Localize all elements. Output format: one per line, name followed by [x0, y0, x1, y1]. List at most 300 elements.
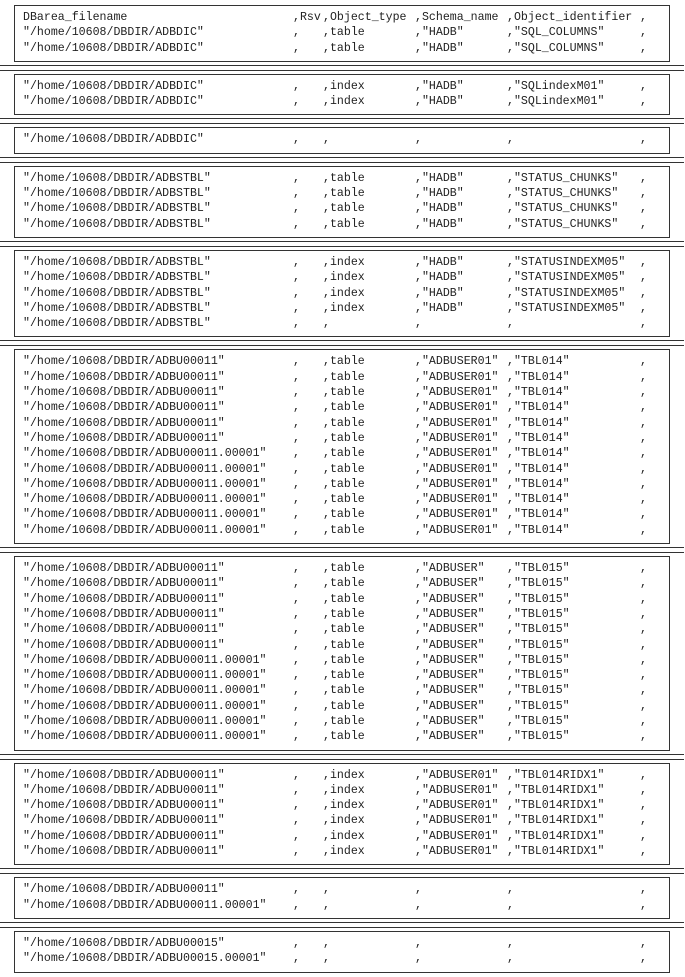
cell-rsv: , [293, 714, 300, 728]
cell-type: ,index [323, 845, 365, 859]
cell-type: ,table [323, 577, 365, 591]
cell-file: "/home/10608/DBDIR/ADBU00011" [23, 607, 225, 621]
cell-end: , [640, 936, 647, 950]
cell-schema: ,"HADB" [415, 26, 464, 40]
cell-schema: ,"ADBUSER01" [415, 386, 499, 400]
cell-type: , [323, 936, 330, 950]
cell-rsv: , [293, 883, 300, 897]
record-block [14, 763, 670, 866]
cell-end: , [640, 845, 647, 859]
cell-schema: , [415, 936, 422, 950]
cell-file: "/home/10608/DBDIR/ADBU00011.00001" [23, 508, 267, 522]
data-row [15, 354, 669, 369]
cell-rsv: , [293, 845, 300, 859]
data-row [15, 798, 669, 813]
cell-type: ,table [323, 187, 365, 201]
cell-rsv: , [293, 523, 300, 537]
cell-end: , [640, 79, 647, 93]
cell-schema: ,"ADBUSER01" [415, 370, 499, 384]
cell-schema: ,"ADBUSER01" [415, 401, 499, 415]
cell-rsv: , [293, 669, 300, 683]
data-row [15, 79, 669, 94]
cell-type: , [323, 952, 330, 966]
cell-schema: ,"HADB" [415, 286, 464, 300]
cell-type: ,table [323, 431, 365, 445]
data-row [15, 492, 669, 507]
cell-ident: ,"TBL014" [507, 416, 570, 430]
record-block [14, 127, 670, 153]
cell-rsv: ,Rsv [293, 11, 321, 24]
cell-ident: ,"TBL014RIDX1" [507, 845, 605, 859]
cell-ident: ,"STATUS_CHUNKS" [507, 217, 619, 231]
cell-type: ,table [323, 202, 365, 216]
cell-schema: ,Schema_name [415, 11, 499, 24]
cell-type: ,index [323, 768, 365, 782]
cell-end: , [640, 829, 647, 843]
record-block [14, 556, 670, 751]
cell-schema: ,"HADB" [415, 41, 464, 55]
cell-schema: ,"ADBUSER01" [415, 508, 499, 522]
cell-end: , [640, 799, 647, 813]
cell-end: , [640, 171, 647, 185]
cell-end: , [640, 477, 647, 491]
cell-file: "/home/10608/DBDIR/ADBU00011" [23, 370, 225, 384]
cell-type: ,table [323, 623, 365, 637]
cell-rsv: , [293, 623, 300, 637]
cell-ident: ,"TBL014" [507, 386, 570, 400]
cell-end: , [640, 952, 647, 966]
cell-rsv: , [293, 386, 300, 400]
cell-ident: , [507, 883, 514, 897]
cell-ident: , [507, 952, 514, 966]
cell-end: , [640, 462, 647, 476]
cell-end: , [640, 623, 647, 637]
cell-end: , [640, 95, 647, 109]
cell-ident: , [507, 133, 514, 147]
cell-type: , [323, 898, 330, 912]
record-block [14, 931, 670, 973]
cell-schema: ,"HADB" [415, 217, 464, 231]
cell-ident: ,"TBL015" [507, 562, 570, 576]
cell-file: "/home/10608/DBDIR/ADBU00015.00001" [23, 952, 267, 966]
cell-type: ,table [323, 638, 365, 652]
cell-schema: ,"ADBUSER" [415, 607, 485, 621]
cell-rsv: , [293, 607, 300, 621]
cell-rsv: , [293, 26, 300, 40]
cell-file: "/home/10608/DBDIR/ADBU00011.00001" [23, 653, 267, 667]
cell-file: "/home/10608/DBDIR/ADBSTBL" [23, 317, 211, 331]
data-row [15, 936, 669, 951]
data-row [15, 523, 669, 538]
cell-end: , [640, 653, 647, 667]
data-row [15, 829, 669, 844]
cell-ident: ,"TBL014" [507, 355, 570, 369]
cell-file: "/home/10608/DBDIR/ADBU00011" [23, 431, 225, 445]
cell-rsv: , [293, 271, 300, 285]
cell-ident: ,"TBL014" [507, 447, 570, 461]
cell-schema: ,"ADBUSER" [415, 684, 485, 698]
cell-end: , [640, 562, 647, 576]
cell-type: ,table [323, 26, 365, 40]
cell-type: ,table [323, 730, 365, 744]
cell-file: "/home/10608/DBDIR/ADBU00011" [23, 883, 225, 897]
cell-type: ,table [323, 355, 365, 369]
cell-end: , [640, 447, 647, 461]
cell-ident: ,Object_identifier [507, 11, 633, 24]
record-block [14, 5, 670, 62]
record-block [14, 250, 670, 337]
cell-rsv: , [293, 171, 300, 185]
data-row [15, 186, 669, 201]
cell-file: "/home/10608/DBDIR/ADBSTBL" [23, 217, 211, 231]
data-row [15, 286, 669, 301]
cell-file: "/home/10608/DBDIR/ADBU00011.00001" [23, 447, 267, 461]
cell-file: "/home/10608/DBDIR/ADBU00011" [23, 845, 225, 859]
data-row [15, 94, 669, 109]
cell-rsv: , [293, 799, 300, 813]
cell-rsv: , [293, 447, 300, 461]
cell-rsv: , [293, 898, 300, 912]
data-row [15, 622, 669, 637]
cell-end: , [640, 26, 647, 40]
data-row [15, 607, 669, 622]
cell-schema: ,"ADBUSER01" [415, 447, 499, 461]
cell-file: "/home/10608/DBDIR/ADBU00011" [23, 799, 225, 813]
cell-rsv: , [293, 562, 300, 576]
cell-rsv: , [293, 829, 300, 843]
cell-ident: ,"STATUS_CHUNKS" [507, 202, 619, 216]
cell-end: , [640, 431, 647, 445]
cell-ident: ,"TBL014" [507, 523, 570, 537]
cell-ident: ,"TBL014" [507, 462, 570, 476]
cell-file: "/home/10608/DBDIR/ADBU00011" [23, 562, 225, 576]
cell-ident: ,"STATUSINDEXM05" [507, 255, 626, 269]
cell-schema: , [415, 133, 422, 147]
cell-schema: ,"HADB" [415, 202, 464, 216]
cell-type: ,table [323, 714, 365, 728]
cell-end: , [640, 355, 647, 369]
cell-ident: , [507, 936, 514, 950]
data-row [15, 41, 669, 56]
cell-schema: , [415, 317, 422, 331]
data-row [15, 370, 669, 385]
cell-type: ,table [323, 607, 365, 621]
cell-ident: ,"STATUSINDEXM05" [507, 301, 626, 315]
cell-type: ,table [323, 684, 365, 698]
data-row [15, 951, 669, 966]
cell-file: "/home/10608/DBDIR/ADBU00011" [23, 577, 225, 591]
cell-file: "/home/10608/DBDIR/ADBDIC" [23, 79, 204, 93]
data-row [15, 385, 669, 400]
cell-ident: ,"TBL015" [507, 730, 570, 744]
cell-schema: ,"ADBUSER01" [415, 493, 499, 507]
cell-rsv: , [293, 355, 300, 369]
cell-end: , [640, 898, 647, 912]
cell-ident: ,"TBL015" [507, 592, 570, 606]
cell-rsv: , [293, 936, 300, 950]
cell-type: ,table [323, 401, 365, 415]
cell-rsv: , [293, 768, 300, 782]
cell-ident: ,"TBL015" [507, 653, 570, 667]
cell-file: "/home/10608/DBDIR/ADBU00011.00001" [23, 699, 267, 713]
cell-rsv: , [293, 638, 300, 652]
cell-ident: ,"TBL015" [507, 669, 570, 683]
record-block [14, 166, 670, 238]
cell-file: "/home/10608/DBDIR/ADBDIC" [23, 41, 204, 55]
cell-ident: ,"STATUSINDEXM05" [507, 286, 626, 300]
cell-file: "/home/10608/DBDIR/ADBSTBL" [23, 171, 211, 185]
cell-file: "/home/10608/DBDIR/ADBDIC" [23, 133, 204, 147]
data-row [15, 270, 669, 285]
cell-type: ,table [323, 669, 365, 683]
cell-schema: ,"HADB" [415, 301, 464, 315]
cell-end: , [640, 187, 647, 201]
dbarea-listing [14, 5, 670, 973]
cell-schema: ,"HADB" [415, 255, 464, 269]
data-row [15, 668, 669, 683]
cell-schema: ,"ADBUSER01" [415, 523, 499, 537]
cell-ident: ,"TBL015" [507, 623, 570, 637]
record-block [14, 349, 670, 544]
cell-rsv: , [293, 699, 300, 713]
cell-type: ,table [323, 508, 365, 522]
header-row [15, 10, 669, 25]
cell-type: ,index [323, 301, 365, 315]
cell-file: "/home/10608/DBDIR/ADBSTBL" [23, 255, 211, 269]
cell-end: , [640, 401, 647, 415]
cell-ident: ,"SQLindexM01" [507, 79, 605, 93]
data-row [15, 844, 669, 859]
cell-end: , [640, 317, 647, 331]
cell-type: , [323, 883, 330, 897]
cell-file: "/home/10608/DBDIR/ADBU00011" [23, 623, 225, 637]
cell-end: , [640, 41, 647, 55]
data-row [15, 400, 669, 415]
cell-rsv: , [293, 493, 300, 507]
cell-type: ,index [323, 95, 365, 109]
cell-type: ,table [323, 493, 365, 507]
data-row [15, 783, 669, 798]
cell-end: , [640, 133, 647, 147]
cell-rsv: , [293, 255, 300, 269]
cell-type: , [323, 317, 330, 331]
cell-schema: ,"HADB" [415, 187, 464, 201]
cell-ident: ,"TBL014RIDX1" [507, 829, 605, 843]
cell-type: ,table [323, 41, 365, 55]
cell-file: "/home/10608/DBDIR/ADBU00011" [23, 592, 225, 606]
cell-end: , [640, 202, 647, 216]
cell-file: "/home/10608/DBDIR/ADBU00011.00001" [23, 493, 267, 507]
cell-schema: , [415, 883, 422, 897]
cell-ident: ,"TBL014" [507, 493, 570, 507]
cell-type: ,index [323, 783, 365, 797]
cell-type: ,table [323, 653, 365, 667]
cell-end: , [640, 271, 647, 285]
cell-end: , [640, 386, 647, 400]
cell-type: ,table [323, 592, 365, 606]
cell-end: , [640, 669, 647, 683]
cell-rsv: , [293, 133, 300, 147]
data-row [15, 446, 669, 461]
cell-type: ,table [323, 477, 365, 491]
cell-type: ,table [323, 416, 365, 430]
cell-schema: ,"ADBUSER" [415, 669, 485, 683]
data-row [15, 416, 669, 431]
cell-file: "/home/10608/DBDIR/ADBU00011" [23, 814, 225, 828]
cell-ident: ,"STATUSINDEXM05" [507, 271, 626, 285]
cell-end: , [640, 577, 647, 591]
cell-schema: ,"ADBUSER" [415, 638, 485, 652]
cell-type: ,table [323, 370, 365, 384]
cell-type: ,table [323, 562, 365, 576]
cell-type: ,index [323, 799, 365, 813]
cell-schema: ,"ADBUSER01" [415, 477, 499, 491]
cell-end: , [640, 370, 647, 384]
cell-schema: ,"ADBUSER01" [415, 768, 499, 782]
cell-file: "/home/10608/DBDIR/ADBU00015" [23, 936, 225, 950]
cell-file: "/home/10608/DBDIR/ADBU00011" [23, 401, 225, 415]
cell-type: ,index [323, 829, 365, 843]
cell-rsv: , [293, 653, 300, 667]
cell-file: "/home/10608/DBDIR/ADBU00011" [23, 768, 225, 782]
cell-rsv: , [293, 814, 300, 828]
cell-end: , [640, 301, 647, 315]
cell-ident: ,"TBL015" [507, 714, 570, 728]
data-row [15, 882, 669, 897]
data-row [15, 171, 669, 186]
cell-ident: ,"TBL014" [507, 508, 570, 522]
cell-rsv: , [293, 783, 300, 797]
cell-rsv: , [293, 416, 300, 430]
cell-rsv: , [293, 301, 300, 315]
cell-rsv: , [293, 217, 300, 231]
cell-end: , [640, 783, 647, 797]
cell-rsv: , [293, 370, 300, 384]
cell-file: "/home/10608/DBDIR/ADBU00011" [23, 355, 225, 369]
cell-ident: ,"STATUS_CHUNKS" [507, 187, 619, 201]
cell-schema: ,"ADBUSER01" [415, 431, 499, 445]
cell-end: , [640, 814, 647, 828]
cell-schema: ,"ADBUSER01" [415, 829, 499, 843]
cell-schema: ,"ADBUSER" [415, 714, 485, 728]
cell-type: ,table [323, 386, 365, 400]
data-row [15, 561, 669, 576]
cell-schema: ,"HADB" [415, 95, 464, 109]
cell-schema: ,"ADBUSER" [415, 699, 485, 713]
cell-schema: ,"HADB" [415, 171, 464, 185]
cell-end: , [640, 684, 647, 698]
cell-file: "/home/10608/DBDIR/ADBSTBL" [23, 271, 211, 285]
data-row [15, 132, 669, 147]
cell-end: , [640, 286, 647, 300]
cell-type: ,index [323, 79, 365, 93]
cell-schema: ,"ADBUSER01" [415, 462, 499, 476]
cell-ident: ,"TBL015" [507, 684, 570, 698]
cell-end: , [640, 768, 647, 782]
cell-file: "/home/10608/DBDIR/ADBSTBL" [23, 301, 211, 315]
cell-end: , [640, 730, 647, 744]
cell-ident: ,"TBL014" [507, 401, 570, 415]
cell-file: "/home/10608/DBDIR/ADBU00011" [23, 386, 225, 400]
cell-file: "/home/10608/DBDIR/ADBU00011.00001" [23, 714, 267, 728]
cell-ident: ,"SQL_COLUMNS" [507, 41, 605, 55]
cell-type: ,index [323, 255, 365, 269]
cell-type: ,Object_type [323, 11, 407, 24]
cell-file: "/home/10608/DBDIR/ADBU00011.00001" [23, 669, 267, 683]
cell-type: , [323, 133, 330, 147]
cell-schema: ,"ADBUSER01" [415, 783, 499, 797]
cell-end: , [640, 416, 647, 430]
cell-ident: ,"TBL014RIDX1" [507, 814, 605, 828]
cell-schema: , [415, 898, 422, 912]
record-block [14, 877, 670, 919]
cell-rsv: , [293, 477, 300, 491]
cell-ident: , [507, 317, 514, 331]
data-row [15, 255, 669, 270]
cell-file: "/home/10608/DBDIR/ADBSTBL" [23, 187, 211, 201]
cell-ident: ,"TBL014" [507, 431, 570, 445]
data-row [15, 898, 669, 913]
cell-rsv: , [293, 577, 300, 591]
data-row [15, 316, 669, 331]
cell-file: "/home/10608/DBDIR/ADBSTBL" [23, 202, 211, 216]
cell-type: ,table [323, 699, 365, 713]
cell-end: , [640, 607, 647, 621]
cell-rsv: , [293, 95, 300, 109]
cell-ident: ,"TBL014RIDX1" [507, 799, 605, 813]
data-row [15, 683, 669, 698]
data-row [15, 576, 669, 591]
cell-rsv: , [293, 41, 300, 55]
data-row [15, 653, 669, 668]
cell-type: ,table [323, 462, 365, 476]
cell-schema: ,"ADBUSER01" [415, 416, 499, 430]
cell-type: ,table [323, 523, 365, 537]
cell-rsv: , [293, 952, 300, 966]
cell-file: "/home/10608/DBDIR/ADBU00011.00001" [23, 730, 267, 744]
cell-rsv: , [293, 508, 300, 522]
cell-ident: ,"SQL_COLUMNS" [507, 26, 605, 40]
data-row [15, 462, 669, 477]
cell-end: , [640, 883, 647, 897]
cell-schema: ,"ADBUSER01" [415, 799, 499, 813]
cell-ident: ,"STATUS_CHUNKS" [507, 171, 619, 185]
cell-end: , [640, 255, 647, 269]
cell-schema: ,"ADBUSER" [415, 577, 485, 591]
cell-ident: ,"TBL015" [507, 638, 570, 652]
cell-rsv: , [293, 317, 300, 331]
cell-schema: ,"ADBUSER01" [415, 814, 499, 828]
cell-file: "/home/10608/DBDIR/ADBU00011" [23, 829, 225, 843]
data-row [15, 301, 669, 316]
cell-schema: ,"ADBUSER" [415, 730, 485, 744]
cell-type: ,table [323, 217, 365, 231]
cell-rsv: , [293, 187, 300, 201]
data-row [15, 768, 669, 783]
cell-ident: ,"SQLindexM01" [507, 95, 605, 109]
data-row [15, 507, 669, 522]
data-row [15, 638, 669, 653]
cell-ident: ,"TBL015" [507, 607, 570, 621]
cell-type: ,index [323, 271, 365, 285]
data-row [15, 477, 669, 492]
cell-file: "/home/10608/DBDIR/ADBU00011.00001" [23, 684, 267, 698]
cell-end: , [640, 508, 647, 522]
data-row [15, 729, 669, 744]
cell-schema: ,"ADBUSER" [415, 562, 485, 576]
cell-schema: ,"ADBUSER01" [415, 845, 499, 859]
cell-file: DBarea_filename [23, 11, 128, 24]
